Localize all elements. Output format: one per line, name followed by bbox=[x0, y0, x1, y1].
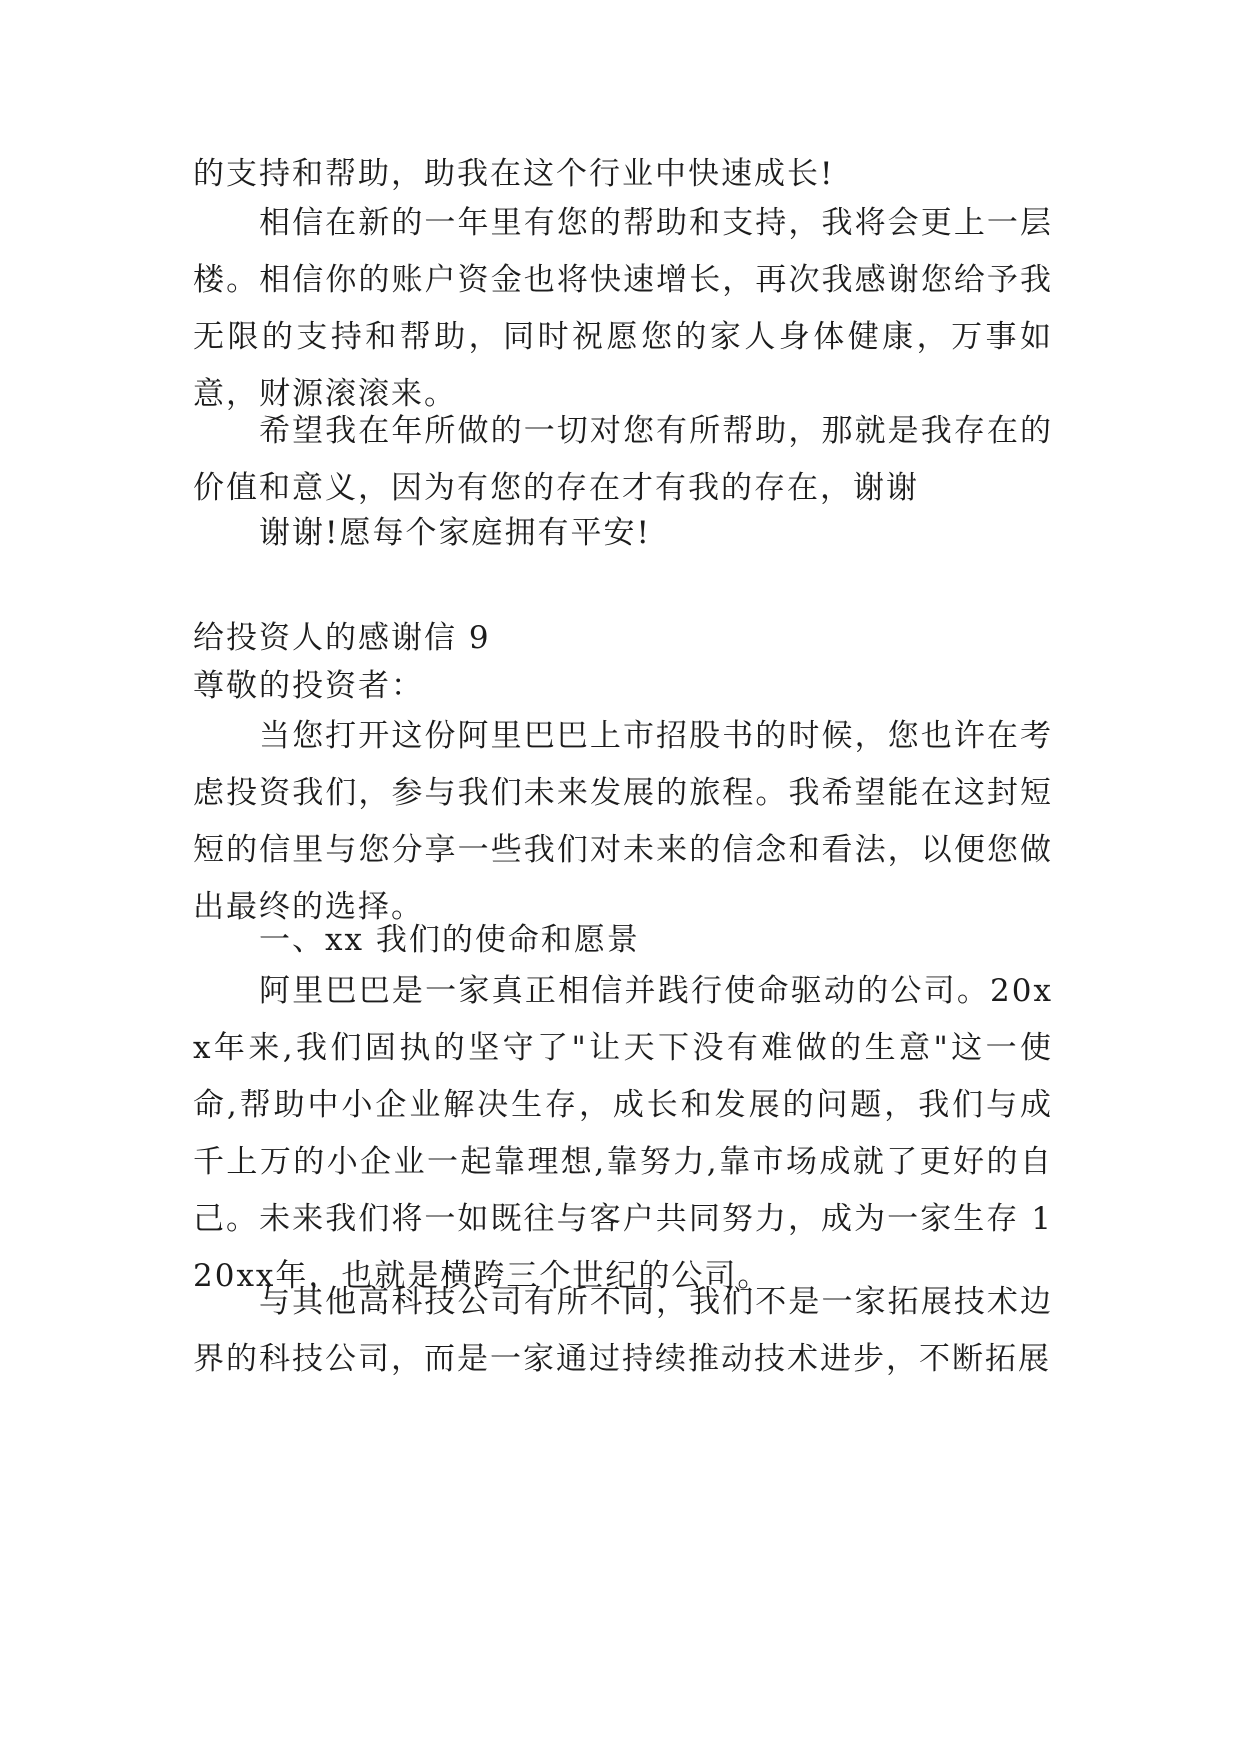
section-heading-mission: 一、xx 我们的使命和愿景 bbox=[259, 922, 640, 958]
paragraph-prospectus-intro: 当您打开这份阿里巴巴上市招股书的时候，您也许在考虑投资我们，参与我们未来发展的旅程。我希望能在这封短短的信里与您分享一些我们对未来的信念和看法，以便您做出最终的选择。 bbox=[193, 718, 1053, 925]
paragraph-new-year-wishes: 相信在新的一年里有您的帮助和支持，我将会更上一层楼。相信你的账户资金也将快速增长，再次我感谢您给予我无限的支持和帮助，同时祝愿您的家人身体健康，万事如意，财源滚滚来。 bbox=[193, 205, 1053, 412]
paragraph-continuation: 的支持和帮助，助我在这个行业中快速成长! bbox=[193, 156, 835, 192]
letter-salutation: 尊敬的投资者： bbox=[193, 668, 424, 704]
paragraph-thanks: 谢谢!愿每个家庭拥有平安! bbox=[259, 515, 651, 551]
paragraph-mission: 阿里巴巴是一家真正相信并践行使命驱动的公司。20xx年来,我们固执的坚守了"让天下没有难做的生意"这一使命,帮助中小企业解决生存，成长和发展的问题，我们与成千上万的小企业一起靠理想,靠努力,靠市场成就了更好的自己。未来我们将一如既往与客户共同努力，成为一家生存 120xx年，也就是横跨三个世纪的公司。 bbox=[193, 973, 1053, 1294]
letter-title: 给投资人的感谢信 9 bbox=[193, 620, 491, 656]
paragraph-hope: 希望我在年所做的一切对您有所帮助，那就是我存在的价值和意义，因为有您的存在才有我的存在，谢谢 bbox=[193, 413, 1053, 506]
paragraph-differentiation: 与其他高科技公司有所不同，我们不是一家拓展技术边界的科技公司，而是一家通过持续推动技术进步，不断拓展 bbox=[193, 1284, 1053, 1377]
